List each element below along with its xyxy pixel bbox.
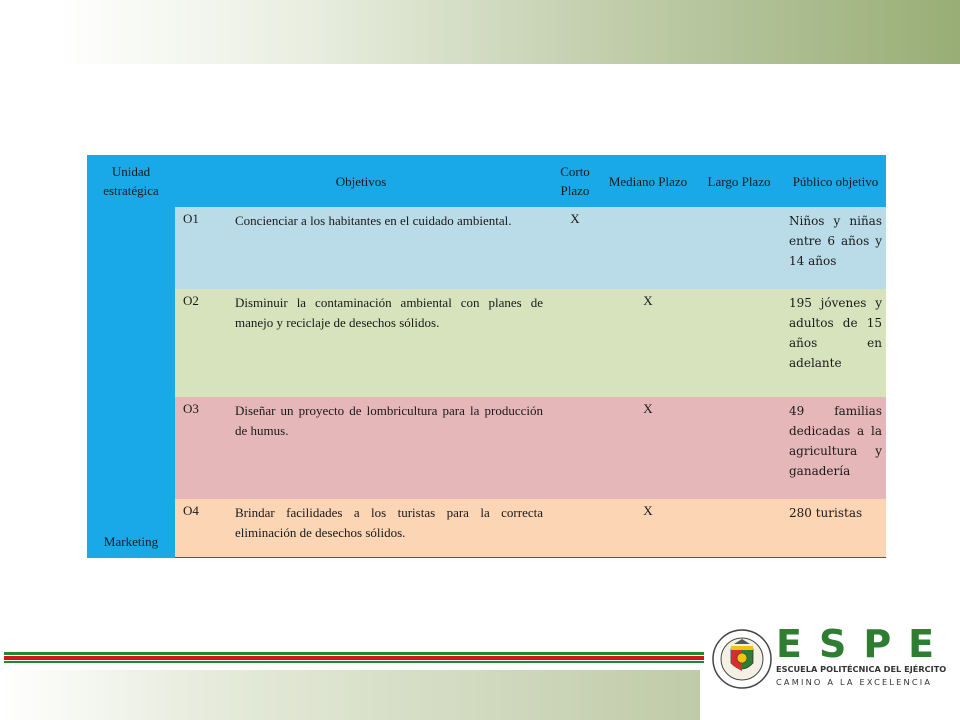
objective-code: O4 [175,499,231,558]
audience-text: 195 jóvenes y adultos de 15 años en adelante [785,289,886,397]
red-stripe [4,656,704,660]
header-unit: Unidad estratégica [87,155,175,207]
bottom-decorative-band [0,670,700,720]
green-stripe-lower [4,661,704,663]
green-stripe [4,652,704,655]
flag-stripes [4,652,704,664]
table-row [87,397,886,499]
audience-text: 280 turistas [785,499,886,558]
espe-logo [706,622,952,694]
objectives-table [87,155,886,558]
objective-text: Disminuir la contaminación ambiental con planes de manejo y reciclaje de desechos sólidos. [231,289,547,397]
objective-code: O1 [175,207,231,289]
medium-term-mark: X [603,397,693,499]
table-row [87,289,886,397]
objective-code: O3 [175,397,231,499]
university-seal-icon [712,629,772,689]
table-row [87,499,886,558]
medium-term-mark: X [603,499,693,558]
long-term-mark [693,289,785,397]
objective-text: Concienciar a los habitantes en el cuidado ambiental. [231,207,547,289]
medium-term-mark [603,207,693,289]
audience-text: Niños y niñas entre 6 años y 14 años [785,207,886,289]
header-objectives: Objetivos [175,155,547,207]
objective-text: Brindar facilidades a los turistas para la correcta eliminación de desechos sólidos. [231,499,547,558]
medium-term-mark: X [603,289,693,397]
objective-code: O2 [175,289,231,397]
unit-cell: Marketing [87,207,175,558]
table-header-row [87,155,886,207]
school-name: ESCUELA POLITÉCNICA DEL EJÉRCITO [776,664,947,674]
long-term-mark [693,207,785,289]
top-decorative-band [0,0,960,64]
header-medium-term: Mediano Plazo [603,155,693,207]
short-term-mark [547,289,603,397]
school-motto: CAMINO A LA EXCELENCIA [776,677,933,687]
short-term-mark: X [547,207,603,289]
objective-text: Diseñar un proyecto de lombricultura para la producción de humus. [231,397,547,499]
long-term-mark [693,499,785,558]
header-long-term: Largo Plazo [693,155,785,207]
header-audience: Público objetivo [785,155,886,207]
header-short-term: Corto Plazo [547,155,603,207]
short-term-mark [547,397,603,499]
table-row [87,207,886,289]
short-term-mark [547,499,603,558]
audience-text: 49 familias dedicadas a la agricultura y ganadería [785,397,886,499]
brand-wordmark: ESPE [776,622,952,666]
long-term-mark [693,397,785,499]
